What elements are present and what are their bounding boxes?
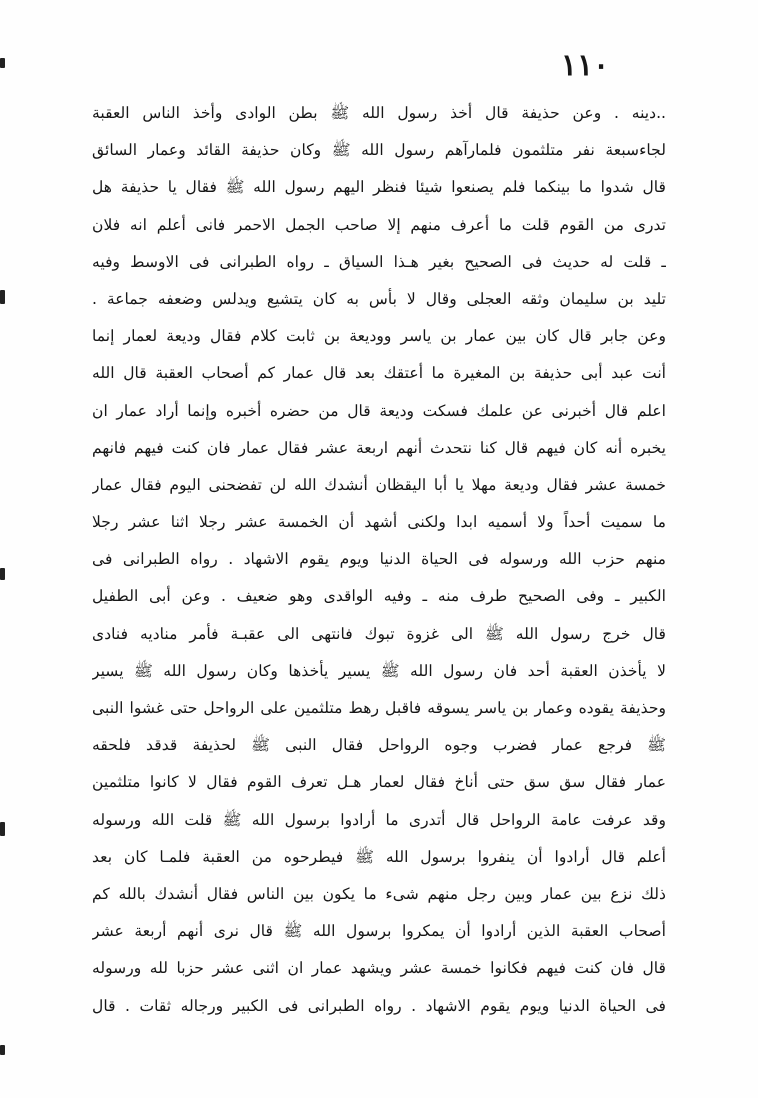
text-line: يخبره أنه كان فيهم قال كنا نتحدث أنهم اربعة عشر فقال عمار فان كنت فيهم فانهم <box>92 438 666 457</box>
text-line: أصحاب العقبة الذين أرادوا أن يمكروا برسول الله ﷺ قال نرى أنهم أربعة عشر <box>92 922 666 941</box>
text-line: قال فان كنت فيهم فكانوا خمسة عشر ويشهد عمار ان اثنى عشر حزبا لله ورسوله <box>92 959 666 978</box>
text-line: ..دينه . وعن حذيفة قال أخذ رسول الله ﷺ بطن الوادى وأخذ الناس العقبة <box>92 104 666 122</box>
text-line: وقد عرفت عامة الرواحل قال أتدرى ما أرادوا برسول الله ﷺ قلت الله ورسوله <box>92 810 666 829</box>
text-line: ﷺ فرجع عمار فضرب وجوه الرواحل فقال النبى ﷺ لحذيفة قدقد فلحقه <box>92 736 666 755</box>
margin-mark <box>0 822 5 836</box>
text-line: وحذيفة يقوده وعمار بن ياسر يسوقه فاقبل رهط متلثمين على الرواحل حتى غشوا النبى <box>92 699 666 717</box>
text-line: تليد بن سليمان وثقه العجلى وقال لا بأس به كان يتشيع ويدلس وضعفه جماعة . <box>92 289 666 308</box>
margin-mark <box>0 568 5 580</box>
margin-mark <box>0 1045 5 1055</box>
text-line: قال خرج رسول الله ﷺ الى غزوة تبوك فانتهى الى عقبـة فأمر مناديه فنادى <box>92 624 666 643</box>
text-line: لجاءسبعة نفر متلثمون فلمارآهم رسول الله ﷺ وكان حذيفة القائد وعمار السائق <box>92 141 666 160</box>
text-line: وعن جابر قال كان بين عمار بن ياسر ووديعة بن ثابت كلام فقال وديعة لعمار إنما <box>92 327 666 346</box>
text-line: أنت عبد أبى حذيفة بن المغيرة ما أعتقك بعد قال عمار كم أصحاب العقبة قال الله <box>92 364 666 383</box>
margin-mark <box>0 290 5 304</box>
text-line: ـ قلت له حديث فى الصحيح بغير هـذا السياق ـ رواه الطبرانى فى الاوسط وفيه <box>92 252 666 271</box>
text-line: اعلم قال أخبرنى عن علمك فسكت وديعة قال من حضره أخبره وإنما أراد عمار ان <box>92 401 666 420</box>
text-line: أعلم قال أرادوا أن ينفروا برسول الله ﷺ فيطرحوه من العقبة فلمـا كان بعد <box>92 847 666 866</box>
text-line: قال شدوا ما بينكما فلم يصنعوا شيئا فنظر اليهم رسول الله ﷺ فقال يا حذيفة هل <box>92 178 666 197</box>
text-line: خمسة عشر فقال وديعة مهلا يا أبا اليقظان أنشدك الله لن تفضحنى اليوم فقال عمار <box>92 475 666 494</box>
text-line: لا يأخذن العقبة أحد فان رسول الله ﷺ يسير يأخذها وكان رسول الله ﷺ يسير <box>92 661 666 680</box>
body-text <box>92 95 666 1025</box>
page-number: ١١٠ <box>560 48 610 83</box>
text-line: ذلك نزع بين عمار وبين رجل منهم شىء ما يكون بين الناس فقال أنشدك بالله كم <box>92 884 666 903</box>
text-line: منهم حزب الله ورسوله فى الحياة الدنيا ويوم يقوم الاشهاد . رواه الطبرانى فى <box>92 550 666 569</box>
text-line: تدرى من القوم قلت ما أعرف منهم إلا صاحب الجمل الاحمر فانى أعلم انه فلان <box>92 215 666 234</box>
margin-mark <box>0 58 5 68</box>
text-line: فى الحياة الدنيا ويوم يقوم الاشهاد . رواه الطبرانى فى الكبير ورجاله ثقات . قال <box>92 996 666 1015</box>
text-line: الكبير ـ وفى الصحيح طرف منه ـ وفيه الواقدى وهو ضعيف . وعن أبى الطفيل <box>92 587 666 606</box>
text-line: عمار فقال سق سق حتى أناخ فقال لعمار هـل تعرف القوم فقال لا كانوا متلثمين <box>92 773 666 792</box>
text-line: ما سميت أحداً ولا أسميه ابدا ولكنى أشهد أن الخمسة عشر رجلا اثنا عشر رجلا <box>92 513 666 532</box>
